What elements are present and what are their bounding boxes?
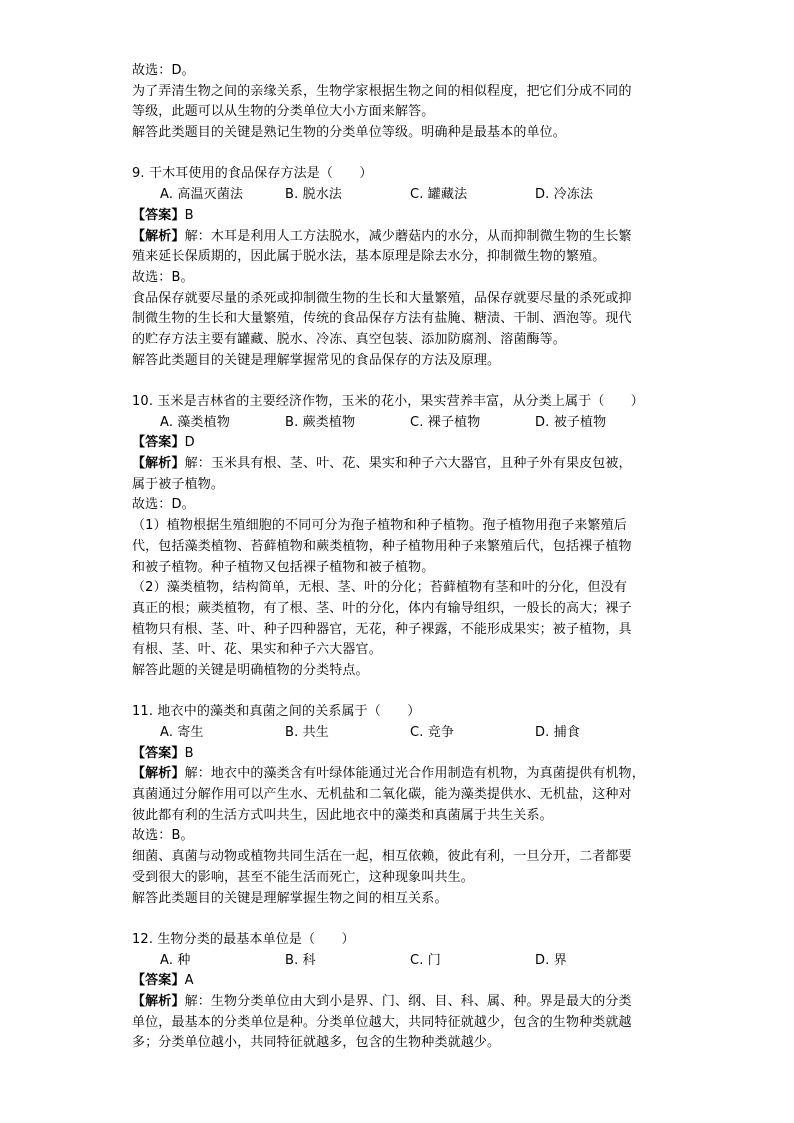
- option-a: A. 种: [160, 952, 191, 968]
- analysis-line: [132, 992, 672, 1013]
- answer-tag: 【答案】: [132, 435, 185, 451]
- answer-value: A: [184, 973, 194, 989]
- answer-tag: 【答案】: [132, 973, 185, 989]
- analysis-line: [132, 764, 672, 785]
- answer-tag: 【答案】: [132, 207, 185, 223]
- analysis-text: 解：生物分类单位由大到小是界、门、纲、目、科、属、种。界是最大的分类: [184, 993, 632, 1009]
- analysis-tag: 【解析】: [132, 766, 185, 782]
- analysis-text: 解：地衣中的藻类含有叶绿体能通过光合作用制造有机物，为真菌提供有机物，: [184, 766, 645, 782]
- text-line: 殖来延长保质期的，因此属于脱水法，基本原理是除去水分，抑制微生物的繁殖。: [132, 249, 606, 265]
- answer-line: [132, 744, 672, 765]
- question-stem: 11. 地衣中的藻类和真菌之间的关系属于（ ）: [132, 704, 421, 720]
- option-d: D. 被子植物: [535, 414, 607, 430]
- options-row: [132, 951, 672, 972]
- text-line: 彼此都有利的生活方式叫共生，因此地衣中的藻类和真菌属于共生关系。: [132, 807, 553, 823]
- text-line: 食品保存就要尽量的杀死或抑制微生物的生长和大量繁殖，品保存就要尽量的杀死或抑: [132, 290, 632, 306]
- options-row: [132, 413, 672, 434]
- text-line: 制微生物的生长和大量繁殖，传统的食品保存方法有盐腌、糖渍、干制、酒泡等。现代: [132, 311, 632, 327]
- option-a: A. 寄生: [160, 725, 204, 740]
- text-line: 受到很大的影响，甚至不能生活而死亡，这种现象叫共生。: [132, 869, 474, 885]
- question-9: [132, 164, 672, 371]
- options-row: [132, 723, 672, 744]
- analysis-line: [132, 454, 672, 475]
- option-c: C. 竞争: [410, 725, 455, 740]
- text-line: （2）藻类植物，结构简单，无根、茎、叶的分化；苔藓植物有茎和叶的分化，但没有: [132, 580, 627, 596]
- text-line: 属于被子植物。: [132, 476, 225, 492]
- text-line: 解答此类题目的关键是理解掌握生物之间的相互关系。: [132, 890, 448, 906]
- option-c: C. 门: [410, 952, 441, 968]
- answer-value: B: [184, 207, 194, 223]
- option-b: B. 蕨类植物: [285, 414, 356, 430]
- option-b: B. 科: [285, 952, 316, 968]
- question-10: [132, 392, 672, 682]
- option-b: B. 共生: [285, 725, 329, 740]
- answer-line: [132, 971, 672, 992]
- text-line: 真菌通过分解作用可以产生水、无机盐和二氧化碳，能为藻类提供水、无机盐，这种对: [132, 787, 632, 803]
- option-d: D. 界: [535, 952, 567, 968]
- question-stem: 9. 干木耳使用的食品保存方法是（ ）: [132, 166, 373, 182]
- text-line: 故选：B。: [132, 828, 194, 844]
- option-d: D. 冷冻法: [535, 187, 594, 203]
- text-line: 解答此类题目的关键是理解掌握常见的食品保存的方法及原理。: [132, 352, 501, 368]
- question-11: [132, 702, 672, 909]
- analysis-tag: 【解析】: [132, 228, 185, 244]
- answer-line: [132, 206, 672, 227]
- analysis-text: 解：木耳是利用人工方法脱水，减少蘑菇内的水分，从而抑制微生物的生长繁: [184, 228, 632, 244]
- option-d: D. 捕食: [535, 725, 581, 740]
- text-line: 解答此题的关键是明确植物的分类特点。: [132, 662, 369, 678]
- analysis-line: [132, 227, 672, 248]
- answer-line: [132, 433, 672, 454]
- text-line: 单位，最基本的分类单位是种。分类单位越大，共同特征就越少，包含的生物种类就越: [132, 1014, 632, 1030]
- text-line: 故选：D。: [132, 63, 195, 78]
- text-line: 细菌、真菌与动物或植物共同生活在一起，相互依赖，彼此有利，一旦分开，二者都要: [132, 849, 632, 865]
- option-c: C. 罐藏法: [410, 187, 468, 203]
- question-12: [132, 930, 672, 1054]
- text-line: 和被子植物。种子植物又包括裸子植物和被子植物。: [132, 559, 435, 575]
- analysis-tag: 【解析】: [132, 456, 185, 472]
- text-line: 真正的根；蕨类植物，有了根、茎、叶的分化，体内有输导组织，一般长的高大；裸子: [132, 600, 632, 616]
- analysis-text: 解：玉米具有根、茎、叶、花、果实和种子六大器官，且种子外有果皮包被，: [184, 456, 632, 472]
- option-a: A. 高温灭菌法: [160, 187, 244, 203]
- text-line: 多；分类单位越小，共同特征就越多，包含的生物种类就越少。: [132, 1035, 501, 1051]
- text-line: 等级，此题可以从生物的分类单位大小方面来解答。: [132, 104, 435, 120]
- text-line: 故选：B。: [132, 269, 194, 285]
- option-b: B. 脱水法: [285, 187, 343, 203]
- text-line: 故选：D。: [132, 497, 195, 513]
- option-a: A. 藻类植物: [160, 414, 230, 430]
- text-line: （1）植物根据生殖细胞的不同可分为孢子植物和种子植物。孢子植物用孢子来繁殖后: [132, 518, 627, 534]
- document-page: [132, 61, 672, 1054]
- option-c: C. 裸子植物: [410, 414, 481, 430]
- answer-value: D: [184, 435, 195, 451]
- answer-tag: 【答案】: [132, 745, 185, 761]
- text-line: 植物只有根、茎、叶、种子四种器官，无花，种子裸露，不能形成果实；被子植物，具: [132, 621, 632, 637]
- text-line: 代，包括藻类植物、苔藓植物和蕨类植物，种子植物用种子来繁殖后代，包括裸子植物: [132, 538, 632, 554]
- text-line: 为了弄清生物之间的亲缘关系，生物学家根据生物之间的相似程度，把它们分成不同的: [132, 83, 632, 99]
- question-stem: 12. 生物分类的最基本单位是（ ）: [132, 931, 355, 947]
- options-row: [132, 185, 672, 206]
- question-stem: 10. 玉米是吉林省的主要经济作物，玉米的花小，果实营养丰富，从分类上属于（ ）: [132, 394, 644, 409]
- text-line: 的贮存方法主要有罐藏、脱水、冷冻、真空包装、添加防腐剂、溶菌酶等。: [132, 331, 566, 347]
- analysis-tag: 【解析】: [132, 993, 185, 1009]
- answer-value: B: [184, 745, 194, 761]
- text-line: 有根、茎、叶、花、果实和种子六大器官。: [132, 642, 382, 658]
- text-line: 解答此类题目的关键是熟记生物的分类单位等级。明确种是最基本的单位。: [132, 125, 566, 141]
- previous-analysis: [132, 61, 672, 144]
